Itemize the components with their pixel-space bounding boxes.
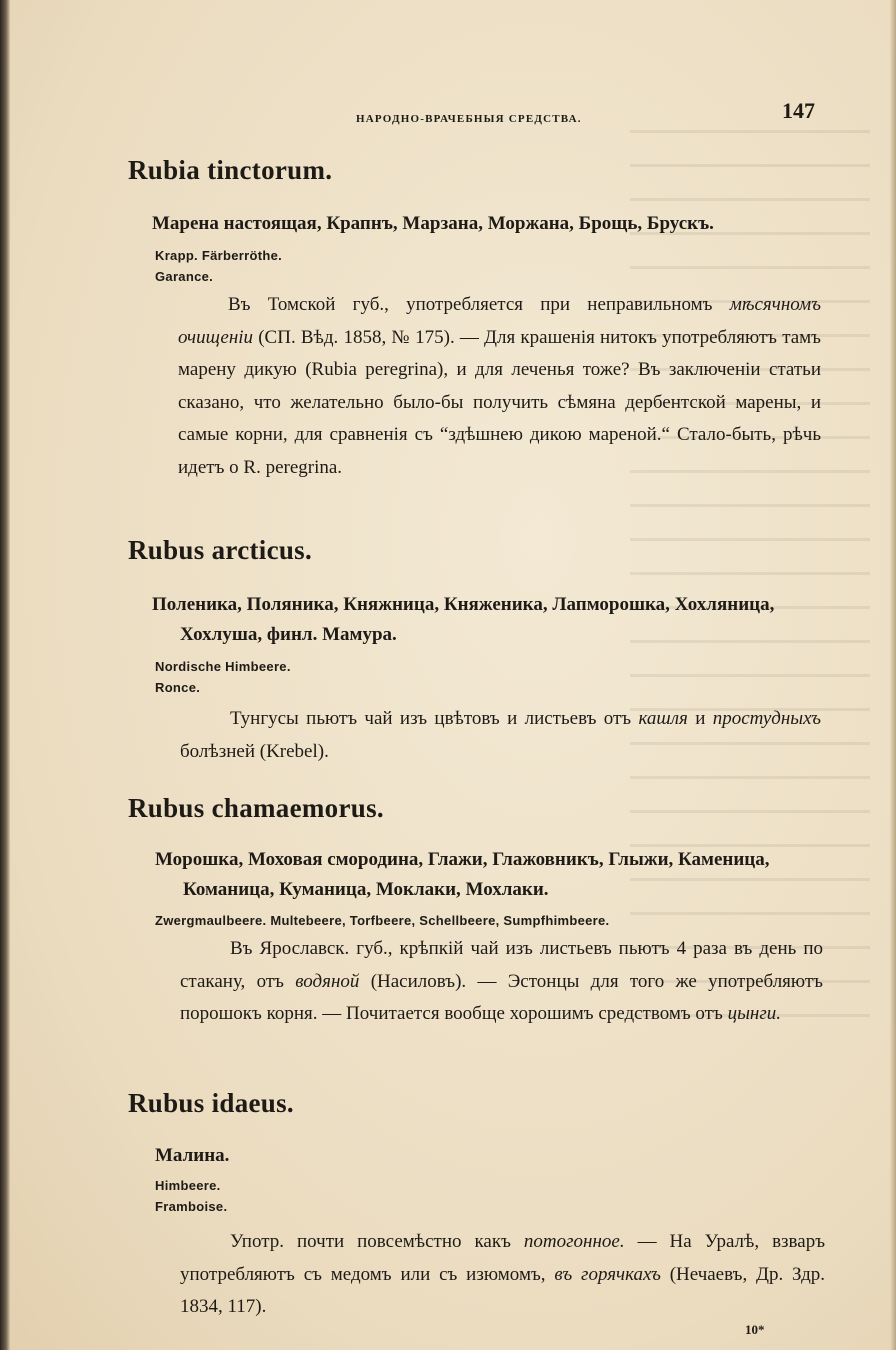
emphasis: цынги. (727, 1003, 782, 1024)
running-header: НАРОДНО-ВРАЧЕБНЫЯ СРЕДСТВА. (356, 113, 582, 125)
french-name: Garance. (155, 269, 214, 284)
text-run: Въ Ярославск. губ., крѣпкій чай изъ листьевъ пьютъ 4 раза въ день по стакану, отъ (180, 938, 823, 992)
emphasis: простудныхъ (712, 708, 821, 729)
text-run: Употр. почти повсемѣстно какъ (230, 1231, 511, 1252)
emphasis: водяной (295, 970, 360, 992)
printer-signature: 10* (745, 1322, 765, 1337)
text-run: и (695, 708, 706, 729)
text-run: (Нечаевъ, Др. Здр. 1834, 117). (180, 1263, 826, 1317)
entry-text (180, 933, 823, 1031)
page-number: 147 (782, 98, 815, 123)
entry-foreign-names (155, 1175, 227, 1217)
emphasis: въ горячкахъ (554, 1263, 661, 1285)
emphasis: мѣсячномъ очищеніи (178, 294, 822, 348)
entry-foreign-names (155, 910, 609, 931)
emphasis: кашля (638, 708, 688, 729)
book-binding-shadow (0, 0, 10, 1350)
entry-text (178, 289, 821, 484)
french-name: Ronce. (155, 680, 201, 695)
entry-names: Малина. (155, 1145, 230, 1166)
entry-names: Морошка, Моховая смородина, Глажи, Глажовникъ, Глыжи, Каменица, Команица, Куманица, Моклаки, Мохлаки. (155, 849, 770, 900)
entry-heading: Rubus idaeus. (128, 1088, 294, 1118)
entry-text (180, 703, 821, 768)
entry-heading: Rubia tinctorum. (128, 155, 333, 185)
german-name: Zwergmaulbeere. Multebeere, Torfbeere, Schellbeere, Sumpfhimbeere. (155, 913, 610, 928)
entry-text (180, 1226, 825, 1324)
page-edge (890, 0, 896, 1350)
entry-names: Поленика, Поляника, Княжница, Княженика, Лапморошка, Хохляница, Хохлуша, финл. Мамура. (152, 594, 775, 645)
french-name: Framboise. (155, 1199, 228, 1214)
entry-names: Марена настоящая, Крапнъ, Марзана, Моржана, Брощь, Брускъ. (152, 213, 714, 234)
emphasis: потогонное. (523, 1231, 625, 1252)
text-run: Въ Томской губ., употребляется при неправильномъ (228, 294, 713, 315)
text-run: — На Уралѣ, взваръ употребляютъ съ медомъ или съ изюмомъ, (180, 1231, 826, 1285)
entry-heading: Rubus chamaemorus. (128, 793, 384, 823)
text-run: Тунгусы пьютъ чай изъ цвѣтовъ и листьевъ отъ (230, 708, 632, 729)
text-run: (Насиловъ). — Эстонцы для того же употребляютъ порошокъ корня. — Почитается вообще хорошимъ средствомъ отъ (180, 970, 823, 1024)
german-name: Krapp. Färberröthe. (155, 248, 283, 263)
entry-foreign-names (155, 656, 291, 698)
text-run: болѣзней (Krebel). (180, 740, 329, 762)
entry-heading: Rubus arcticus. (128, 535, 313, 565)
entry-foreign-names (155, 245, 282, 287)
german-name: Nordische Himbeere. (155, 659, 291, 674)
german-name: Himbeere. (155, 1178, 221, 1193)
text-run: (СП. Вѣд. 1858, № 175). — Для крашенія нитокъ употребляютъ тамъ марену дикую (Rubia peregrina), и для леченья тоже? Въ заключеніи статьи сказано, что желательно было-бы получить сѣмяна дербентской марены, и самые корни, для сравненія съ “здѣшнею дикою мареной.“ Стало-быть, рѣчь идетъ о R. peregrina. (178, 326, 822, 478)
